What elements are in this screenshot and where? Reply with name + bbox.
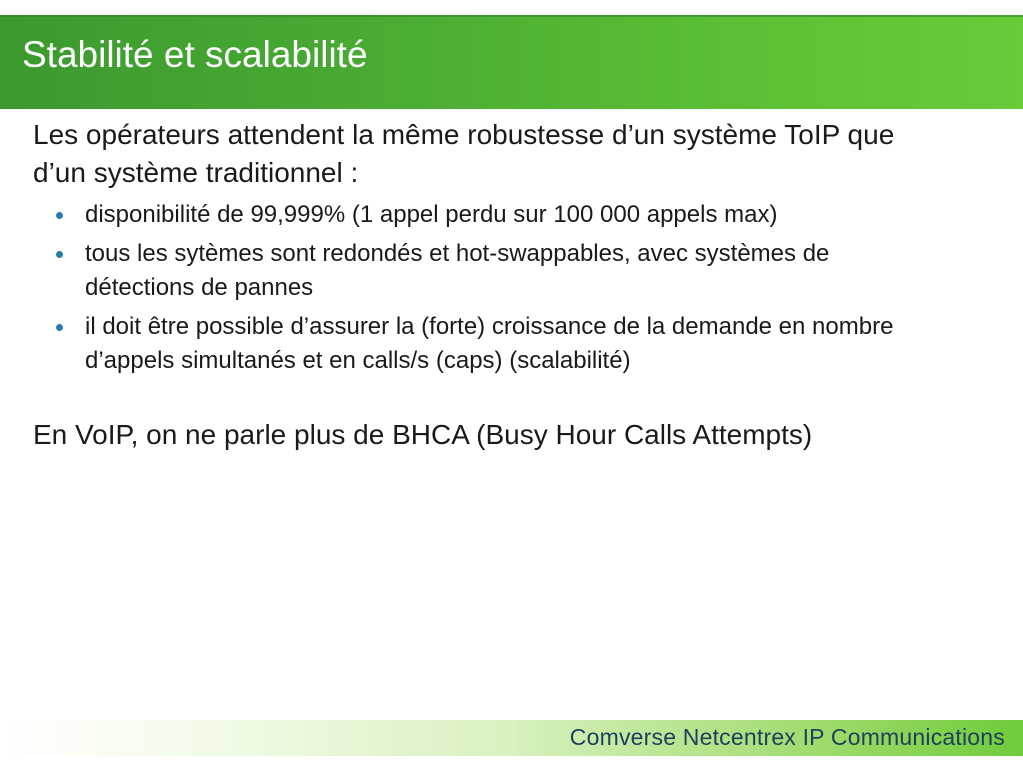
bullet-icon: [56, 251, 63, 258]
bullet-text: disponibilité de 99,999% (1 appel perdu sur 100 000 appels max): [85, 201, 778, 228]
bullet-item: [33, 310, 925, 378]
bullet-list: [33, 198, 933, 378]
title-bar: [0, 15, 1023, 109]
bullet-icon: [56, 212, 63, 219]
slide-title: Stabilité et scalabilité: [22, 34, 368, 75]
title-bar-top-line: [0, 15, 1023, 17]
bullet-item: [33, 198, 925, 232]
footer-brand: Comverse Netcentrex IP Communications: [569, 724, 1005, 750]
bullet-text: tous les sytèmes sont redondés et hot-swappables, avec systèmes de détections de pannes: [85, 240, 830, 301]
slide-content: [33, 116, 933, 454]
bullet-icon: [56, 324, 63, 331]
bullet-item: [33, 237, 925, 305]
intro-paragraph: Les opérateurs attendent la même robustesse d’un système ToIP que d’un système traditionnel :: [33, 119, 895, 188]
closing-paragraph: En VoIP, on ne parle plus de BHCA (Busy Hour Calls Attempts): [33, 419, 813, 450]
bullet-text: il doit être possible d’assurer la (forte) croissance de la demande en nombre d’appels simultanés et en calls/s (caps) (scalabilité): [85, 313, 894, 374]
